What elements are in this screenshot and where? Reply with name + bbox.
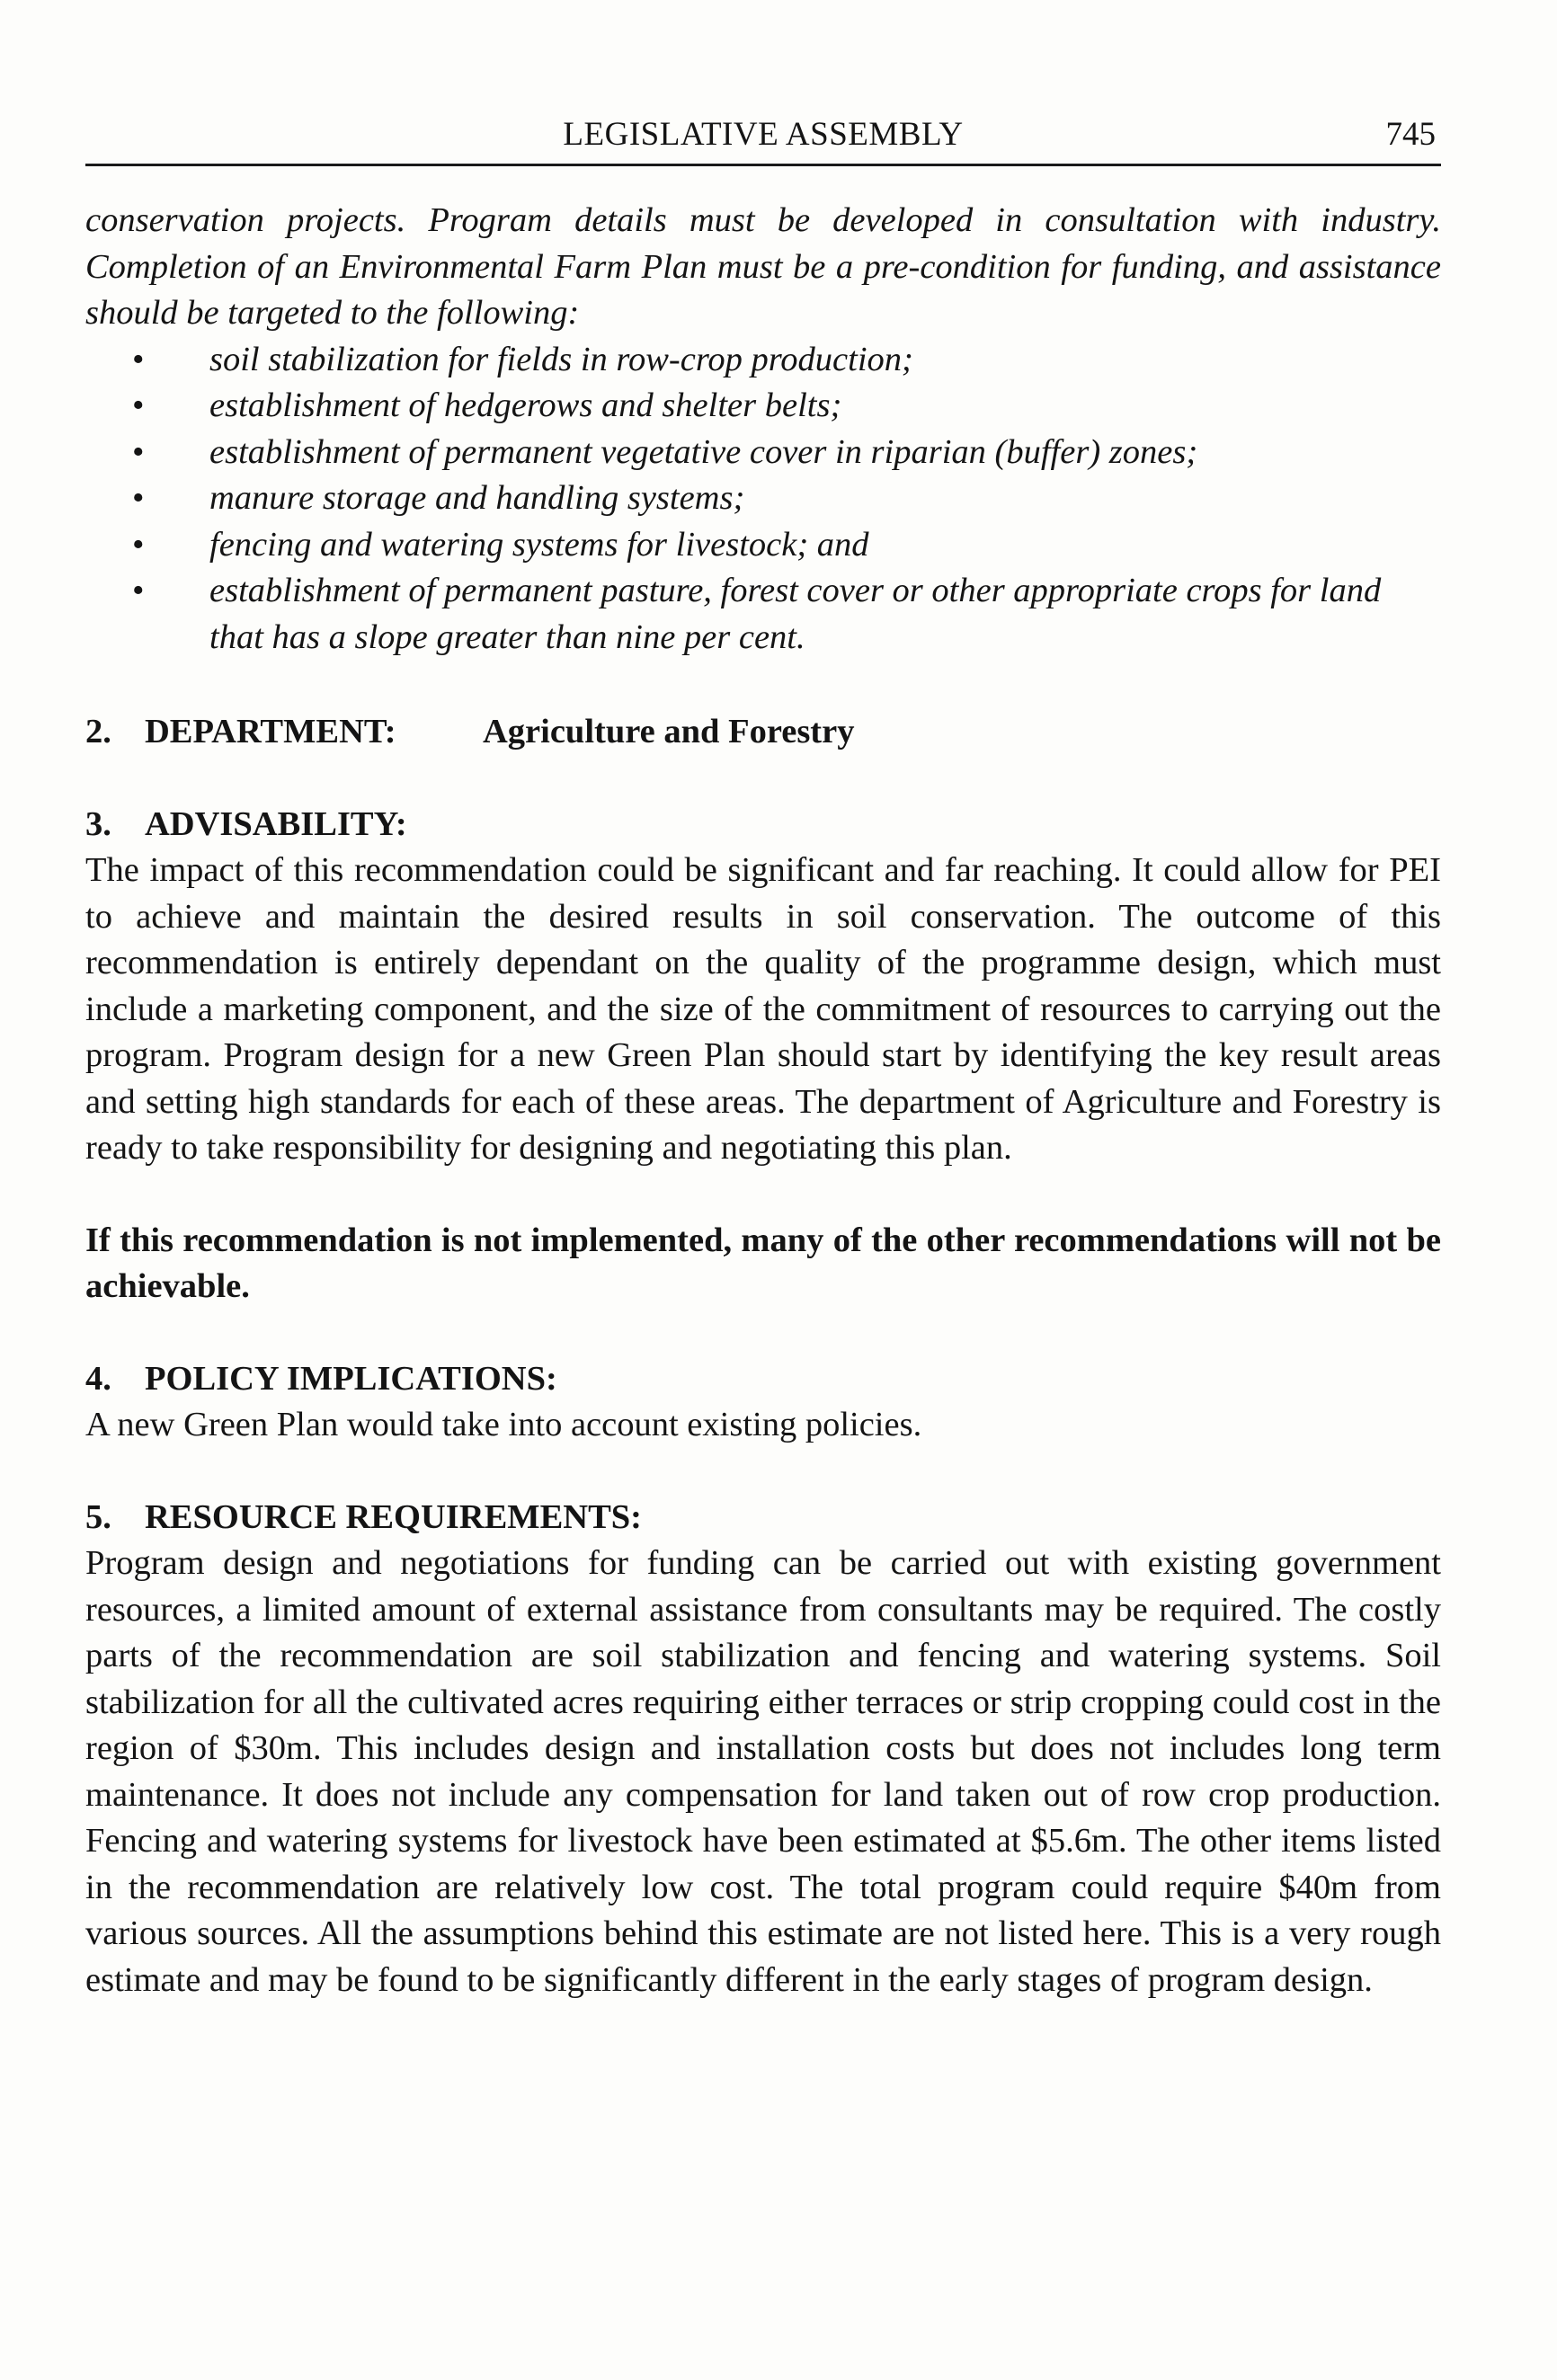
list-item-text: manure storage and handling systems; [209, 479, 745, 517]
section-number: 5. [85, 1497, 111, 1536]
advisability-paragraph: The impact of this recommendation could be significant and far reaching. It could allow for PEI to achieve and maintain the desired results in soil conservation. The outcome of this recommendation is entirely dependant on the quality of the programme design, which must include a marketing component, and the size of the commitment of resources to carrying out the program. Program design for a new Green Plan should start by identifying the key result areas and setting high standards for each of these areas. The department of Agriculture and Forestry is ready to take responsibility for designing and negotiating this plan. [85, 851, 1441, 1167]
list-item-text: fencing and watering systems for livestock; and [209, 525, 869, 564]
list-item [132, 383, 1441, 430]
page-header [85, 110, 1441, 166]
list-item [132, 430, 1441, 476]
resources-heading [85, 1495, 1441, 1541]
emphasis-statement: If this recommendation is not implemented, many of the other recommendations will not be achievable. [85, 1221, 1441, 1305]
section-title: RESOURCE REQUIREMENTS: [145, 1497, 642, 1536]
department-label: DEPARTMENT: [145, 713, 396, 750]
department-value: Agriculture and Forestry [483, 713, 855, 750]
section-number: 4. [85, 1359, 111, 1398]
intro-paragraph: conservation projects. Program details must be developed in consultation with industry. Completion of an Environmental Farm Plan must be a pre-condition for funding, and assistance should be targeted to the following: [85, 201, 1441, 332]
bullet-icon: • [132, 572, 145, 609]
list-item [132, 522, 1441, 569]
policy-paragraph: A new Green Plan would take into account existing policies. [85, 1406, 922, 1443]
list-item-text: establishment of permanent pasture, forest cover or other appropriate crops for land that has a slope greater than nine per cent. [209, 572, 1382, 656]
funding-targets-list [85, 337, 1441, 662]
section-title: ADVISABILITY: [145, 804, 407, 843]
document-body [85, 198, 1441, 2003]
resources-paragraph: Program design and negotiations for funding can be carried out with existing government resources, a limited amount of external assistance from consultants may be required. The costly parts of the recommendation are soil stabilization and fencing and watering systems. Soil stabilization for all the cultivated acres requiring either terraces or strip cropping could cost in the region of $30m. This includes design and installation costs but does not includes long term maintenance. It does not include any compensation for land taken out of row crop production. Fencing and watering systems for livestock have been estimated at $5.6m. The other items listed in the recommendation are relatively low cost. The total program could require $40m from various sources. All the assumptions behind this estimate are not listed here. This is a very rough estimate and may be found to be significantly different in the early stages of program design. [85, 1544, 1441, 1999]
bullet-icon: • [132, 386, 145, 424]
advisability-heading [85, 802, 1441, 848]
policy-heading [85, 1356, 1441, 1403]
section-number: 3. [85, 804, 111, 843]
bullet-icon: • [132, 479, 145, 517]
bullet-icon: • [132, 340, 145, 378]
list-item [132, 337, 1441, 384]
section-number: 2. [85, 713, 111, 750]
department-line [85, 709, 1441, 756]
section-title: POLICY IMPLICATIONS: [145, 1359, 557, 1398]
list-item-text: soil stabilization for fields in row-crop production; [209, 340, 913, 378]
list-item [132, 568, 1441, 661]
list-item-text: establishment of hedgerows and shelter belts; [209, 386, 842, 424]
page-number: 745 [1385, 116, 1436, 153]
list-item-text: establishment of permanent vegetative cover in riparian (buffer) zones; [209, 432, 1198, 471]
bullet-icon: • [132, 432, 145, 471]
header-title: LEGISLATIVE ASSEMBLY [563, 116, 964, 153]
list-item [132, 475, 1441, 522]
bullet-icon: • [132, 525, 145, 564]
